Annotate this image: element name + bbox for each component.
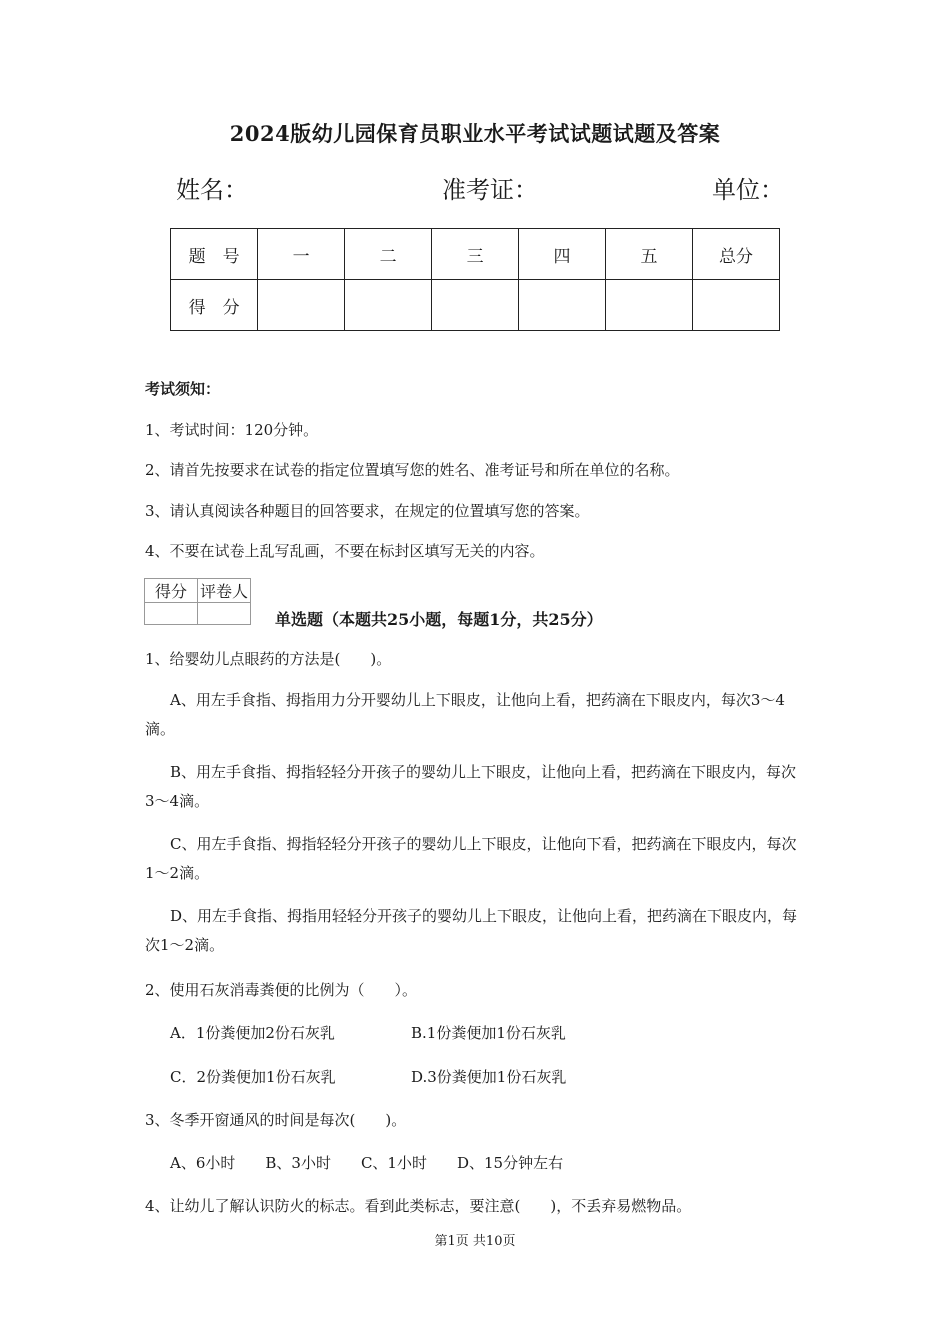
question-option: C、用左手食指、拇指轻轻分开孩子的婴幼儿上下眼皮，让他向下看，把药滴在下眼皮内，每次1～2滴。 xyxy=(145,835,797,882)
notice-heading: 考试须知： xyxy=(145,380,221,398)
score-cell[interactable] xyxy=(432,280,519,331)
question-option: B、用左手食指、拇指轻轻分开孩子的婴幼儿上下眼皮，让他向上看，把药滴在下眼皮内，每次3～4滴。 xyxy=(145,763,797,810)
name-field-label: 姓名： xyxy=(176,176,248,204)
grader-box xyxy=(144,578,251,625)
grader-score-cell[interactable] xyxy=(145,603,198,625)
score-cell[interactable] xyxy=(258,280,345,331)
question-stem: 1、给婴幼儿点眼药的方法是( )。 xyxy=(145,650,392,668)
score-cell[interactable] xyxy=(606,280,693,331)
grader-name-cell[interactable] xyxy=(198,603,251,625)
page-title: 2024版幼儿园保育员职业水平考试试题试题及答案 xyxy=(229,121,721,146)
score-header-cell: 三 xyxy=(432,229,519,280)
question-option: D.3份粪便加1份石灰乳 xyxy=(411,1068,567,1086)
question-options: A、6小时 B、3小时 C、1小时 D、15分钟左右 xyxy=(170,1154,564,1172)
question-option: C．2份粪便加1份石灰乳 xyxy=(170,1068,336,1086)
score-row-label: 得 分 xyxy=(171,280,258,331)
notice-item: 2、请首先按要求在试卷的指定位置填写您的姓名、准考证号和所在单位的名称。 xyxy=(145,461,680,479)
page-footer: 第1页 共10页 xyxy=(434,1234,516,1249)
question-stem: 2、使用石灰消毒粪便的比例为（ ）。 xyxy=(145,981,418,999)
question-option: D、用左手食指、拇指用轻轻分开孩子的婴幼儿上下眼皮，让他向上看，把药滴在下眼皮内，每次1～2滴。 xyxy=(145,907,798,954)
question-stem: 3、冬季开窗通风的时间是每次( )。 xyxy=(145,1111,407,1129)
score-cell[interactable] xyxy=(519,280,606,331)
section-title: 单选题（本题共25小题，每题1分，共25分） xyxy=(275,610,603,629)
question-stem: 4、让幼儿了解认识防火的标志。看到此类标志，要注意( )，不丢弃易燃物品。 xyxy=(145,1197,692,1215)
notice-item: 1、考试时间：120分钟。 xyxy=(145,421,319,439)
score-header-cell: 题 号 xyxy=(171,229,258,280)
score-header-cell: 五 xyxy=(606,229,693,280)
question-option: A、用左手食指、拇指用力分开婴幼儿上下眼皮，让他向上看，把药滴在下眼皮内，每次3～4滴。 xyxy=(145,691,785,738)
score-header-cell: 一 xyxy=(258,229,345,280)
question-option: B.1份粪便加1份石灰乳 xyxy=(411,1024,566,1042)
grader-score-label: 得分 xyxy=(145,579,198,603)
notice-item: 4、不要在试卷上乱写乱画，不要在标封区填写无关的内容。 xyxy=(145,542,545,560)
notice-item: 3、请认真阅读各种题目的回答要求，在规定的位置填写您的答案。 xyxy=(145,502,590,520)
score-table xyxy=(170,228,780,331)
score-table-score-row xyxy=(171,280,780,331)
exam-id-field-label: 准考证： xyxy=(442,176,538,204)
score-header-cell: 总分 xyxy=(692,229,779,280)
score-table-header-row xyxy=(171,229,780,280)
score-cell[interactable] xyxy=(692,280,779,331)
score-cell[interactable] xyxy=(345,280,432,331)
question-option: A．1份粪便加2份石灰乳 xyxy=(170,1024,335,1042)
grader-name-label: 评卷人 xyxy=(198,579,251,603)
score-header-cell: 四 xyxy=(519,229,606,280)
score-header-cell: 二 xyxy=(345,229,432,280)
unit-field-label: 单位： xyxy=(712,176,784,204)
